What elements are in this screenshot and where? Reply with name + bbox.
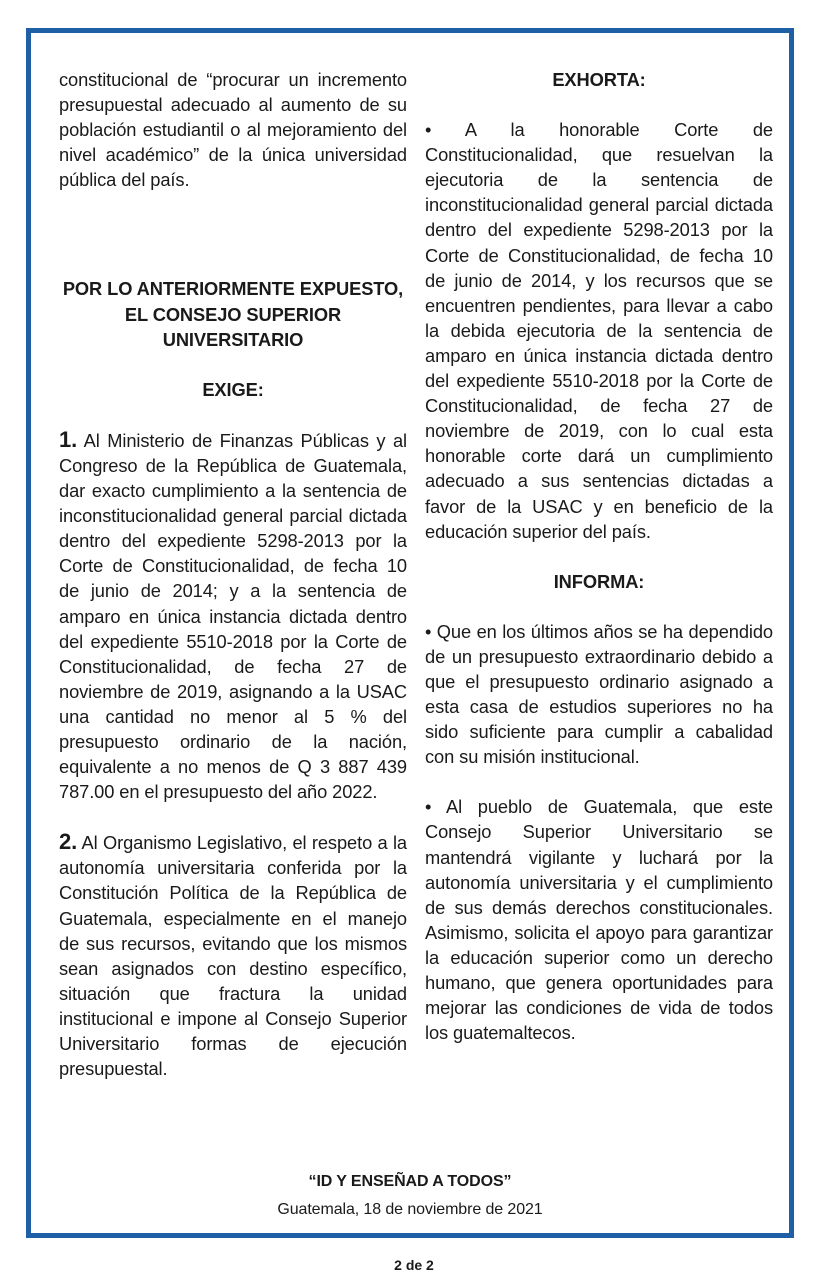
item-number: 1. — [59, 426, 78, 452]
exhorta-paragraph: • A la honorable Corte de Constitucionalidad, que resuelvan la ejecutoria de la sentencia de inconstitucionalidad general parcial dictada dentro del expediente 5298-2013 por la Corte de Constitucionalidad, de fecha 10 de junio de 2014, y los recursos que se encuentren pendientes, para llevar a cabo la debida ejecutoria de la sentencia de amparo en única instancia dictada dentro del expediente 5510-2018 por la Corte de Constitucionalidad, de fecha 27 de noviembre de 2019, con lo cual esta honorable corte dará un cumplimiento adecuado a sus sentencias dictadas a favor de la USAC y en beneficio de la educación superior del país. — [425, 119, 773, 542]
document-frame — [26, 28, 794, 1238]
intro-paragraph: constitucional de “procurar un incremento presupuestal adecuado al aumento de su población estudiantil o al mejoramiento del nivel académico” de la única universidad pública del país. — [59, 69, 407, 191]
document-date: Guatemala, 18 de noviembre de 2021 — [277, 1201, 543, 1218]
page-number: 2 de 2 — [394, 1257, 434, 1273]
informa-paragraph-2: • Al pueblo de Guatemala, que este Consejo Superior Universitario se mantendrá vigilante y luchará por la autonomía universitaria y el cumplimiento de sus demás derechos constitucionales. Asimismo, solicita el apoyo para garantizar la educación superior como un derecho humano, que genera oportunidades para mejorar las condiciones de vida de todos los guatemaltecos. — [425, 796, 773, 1044]
informa-paragraph-1: • Que en los últimos años se ha dependido de un presupuesto extraordinario debido a que el presupuesto ordinario asignado a esta casa de estudios superiores no ha sido suficiente para cumplir a cabalidad con su misión institucional. — [425, 620, 773, 768]
item-number: 2. — [59, 829, 78, 855]
right-column — [425, 67, 773, 1045]
motto: “ID Y ENSEÑAD A TODOS” — [308, 1173, 512, 1190]
exige-item-2 — [59, 829, 407, 1081]
section-heading: POR LO ANTERIORMENTE EXPUESTO, EL CONSEJO SUPERIOR UNIVERSITARIO — [62, 278, 404, 350]
exige-item-1 — [59, 427, 407, 804]
item-text: Al Ministerio de Finanzas Públicas y al Congreso de la República de Guatemala, dar exacto cumplimiento a la sentencia de inconstitucionalidad general parcial dictada dentro del expediente 5298-2013 por la Corte de Constitucionalidad, de fecha 10 de junio de 2014; y a la sentencia de amparo en única instancia dictada dentro del expediente 5510-2018 por la Corte de Constitucionalidad, de fecha 27 de noviembre de 2019, asignando a la USAC una cantidad no menor al 5 % del presupuesto ordinario de la nación, equivalente a no menos de Q 3 887 439 787.00 en el presupuesto del año 2022. — [59, 429, 407, 803]
exige-title: EXIGE: — [202, 378, 264, 400]
left-column — [59, 67, 407, 1081]
informa-title: INFORMA: — [553, 570, 645, 592]
item-text: Al Organismo Legislativo, el respeto a la autonomía universitaria conferida por la Constitución Política de la República de Guatemala, especialmente en el manejo de sus recursos, evitando que los mismos sean asignados con destino específico, situación que fractura la unidad institucional e impone al Consejo Superior Universitario formas de ejecución presupuestal. — [59, 832, 407, 1080]
exhorta-title: EXHORTA: — [552, 69, 646, 90]
